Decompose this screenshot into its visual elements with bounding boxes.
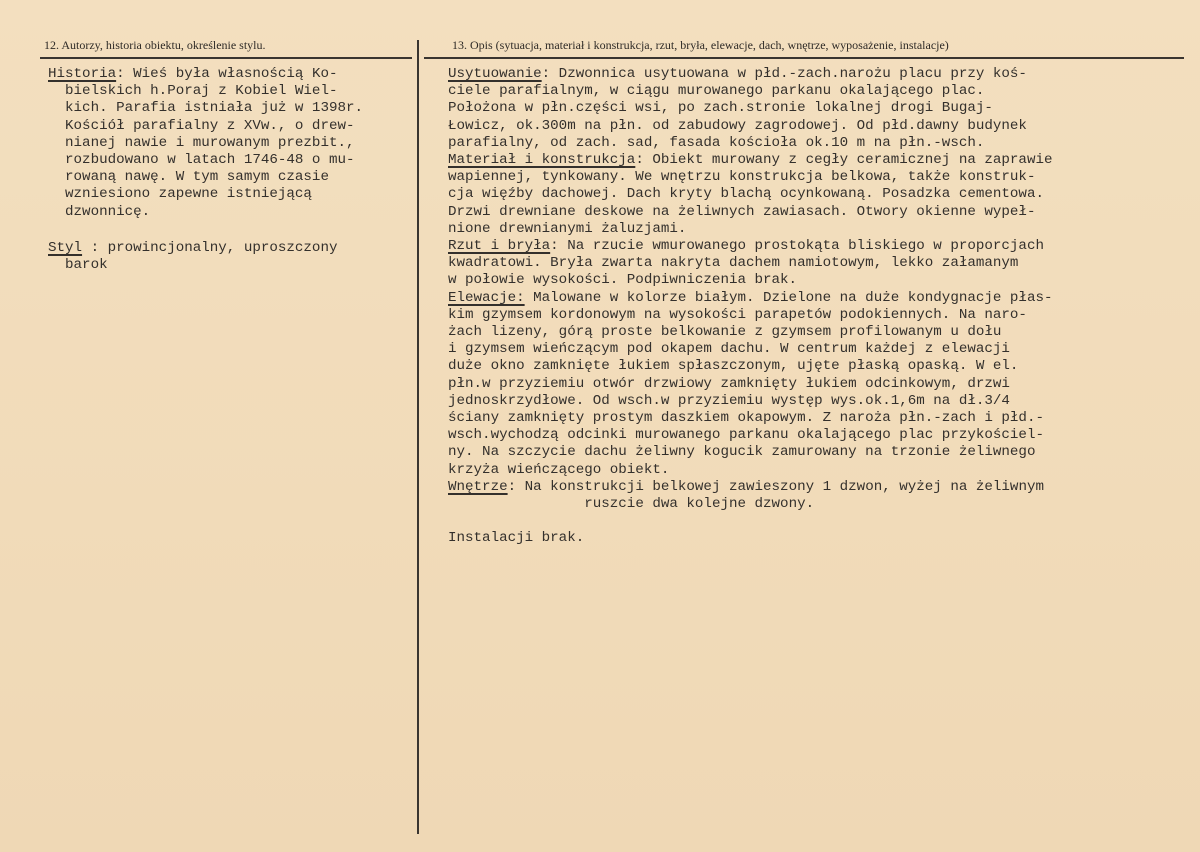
historia-label: Historia (48, 66, 117, 82)
usytuowanie-line: Usytuowanie: Dzwonnica usytuowana w płd.-zach.narożu placu przy koś- (448, 66, 1027, 82)
section-13-header: 13. Opis (sytuacja, materiał i konstrukcja, rzut, bryła, elewacje, dach, wnętrze, wyposażenie, instalacje) (452, 38, 949, 52)
material-line: cja więźby dachowej. Dach kryty blachą ocynkowaną. Posadzka cementowa. (448, 186, 1044, 203)
historia-line: bielskich h.Poraj z Kobiel Wiel- (65, 83, 338, 100)
usytuowanie-line: ciele parafialnym, w ciągu murowanego parkanu okalającego plac. (448, 83, 985, 100)
usytuowanie-line: parafialny, od zach. sad, fasada kościoła ok.10 m na płn.-wsch. (448, 134, 985, 151)
usytuowanie-label: Usytuowanie (448, 66, 542, 82)
styl-line: Styl : prowincjonalny, uproszczony (48, 239, 338, 256)
rzut-line: w połowie wysokości. Podpiwniczenia brak. (448, 272, 798, 289)
history-style-column (48, 66, 363, 274)
elewacje-line: i gzymsem wieńczącym pod okapem dachu. W centrum każdej z elewacji (448, 341, 1010, 358)
wnetrze-label: Wnętrze (448, 478, 508, 495)
usytuowanie-line: Położona w płn.części wsi, po zach.stronie lokalnej drogi Bugaj- (448, 100, 993, 117)
historia-line: rowaną nawę. W tym samym czasie (65, 169, 329, 186)
styl-label: Styl (48, 239, 83, 256)
wnetrze-line: ruszcie dwa kolejne dzwony. (584, 496, 815, 513)
styl-line: barok (65, 257, 108, 274)
usytuowanie-line: Łowicz, ok.300m na płn. od zabudowy zagrodowej. Od płd.dawny budynek (448, 117, 1027, 134)
rzut-line: Rzut i bryła: Na rzucie wmurowanego prostokąta bliskiego w proporcjach (448, 238, 1044, 255)
elewacje-line: żach lizeny, górą proste belkowanie z gzymsem profilowanym u dołu (448, 324, 1002, 341)
header-rule-left (40, 57, 412, 59)
elewacje-line: duże okno zamknięte łukiem spłaszczonym, ujęte płaską opaską. W el. (448, 358, 1019, 375)
historia-line: wzniesiono zapewne istniejącą (65, 186, 312, 203)
wnetrze-line: Wnętrze: Na konstrukcji belkowej zawieszony 1 dzwon, wyżej na żeliwnym (448, 478, 1044, 495)
historia-line: kich. Parafia istniała już w 1398r. (65, 100, 364, 117)
elewacje-line: krzyża wieńczącego obiekt. (448, 461, 670, 478)
historia-line: Kościół parafialny z XVw., o drew- (65, 117, 355, 134)
elewacje-line: płn.w przyziemiu otwór drzwiowy zamknięty łukiem odcinkowym, drzwi (448, 375, 1010, 392)
rzut-label: Rzut i bryła (448, 238, 551, 255)
elewacje-line: ściany zamknięty prostym daszkiem okapowym. Z naroża płn.-zach i płd.- (448, 410, 1044, 427)
material-line: wapiennej, tynkowany. We wnętrzu konstrukcja belkowa, także konstruk- (448, 169, 1036, 186)
elewacje-line: ny. Na szczycie dachu żeliwny kogucik zamurowany na trzonie żeliwnego (448, 444, 1036, 461)
historia-line: nianej nawie i murowanym prezbit., (65, 134, 355, 151)
material-label: Materiał i konstrukcja (448, 152, 636, 169)
elewacje-line: wsch.wychodzą odcinki murowanego parkanu okalającego plac przykościel- (448, 427, 1044, 444)
rzut-line: kwadratowi. Bryła zwarta nakryta dachem namiotowym, lekko załamanym (448, 255, 1019, 272)
section-12-header: 12. Autorzy, historia obiektu, określenie stylu. (44, 38, 266, 52)
historia-line: Historia: Wieś była własnością Ko- (48, 66, 338, 82)
instalacje-line: Instalacji brak. (448, 530, 585, 547)
material-line: Materiał i konstrukcja: Obiekt murowany z cegły ceramicznej na zaprawie (448, 152, 1053, 169)
elewacje-line: jednoskrzydłowe. Od wsch.w przyziemiu występ wys.ok.1,6m na dł.3/4 (448, 392, 1010, 409)
elewacje-line: kim gzymsem kordonowym na wysokości parapetów podokiennych. Na naro- (448, 306, 1027, 323)
material-line: Drzwi drewniane deskowe na żeliwnych zawiasach. Otwory okienne wypeł- (448, 203, 1036, 220)
elewacje-line: Elewacje: Malowane w kolorze białym. Dzielone na duże kondygnacje płas- (448, 289, 1053, 306)
elewacje-label: Elewacje: (448, 289, 525, 306)
column-divider (417, 40, 419, 834)
material-line: nione drewnianymi żaluzjami. (448, 220, 687, 237)
description-column (448, 66, 1053, 547)
historia-line: dzwonnicę. (65, 203, 151, 220)
header-rule-right (424, 57, 1184, 59)
historia-line: rozbudowano w latach 1746-48 o mu- (65, 152, 355, 169)
